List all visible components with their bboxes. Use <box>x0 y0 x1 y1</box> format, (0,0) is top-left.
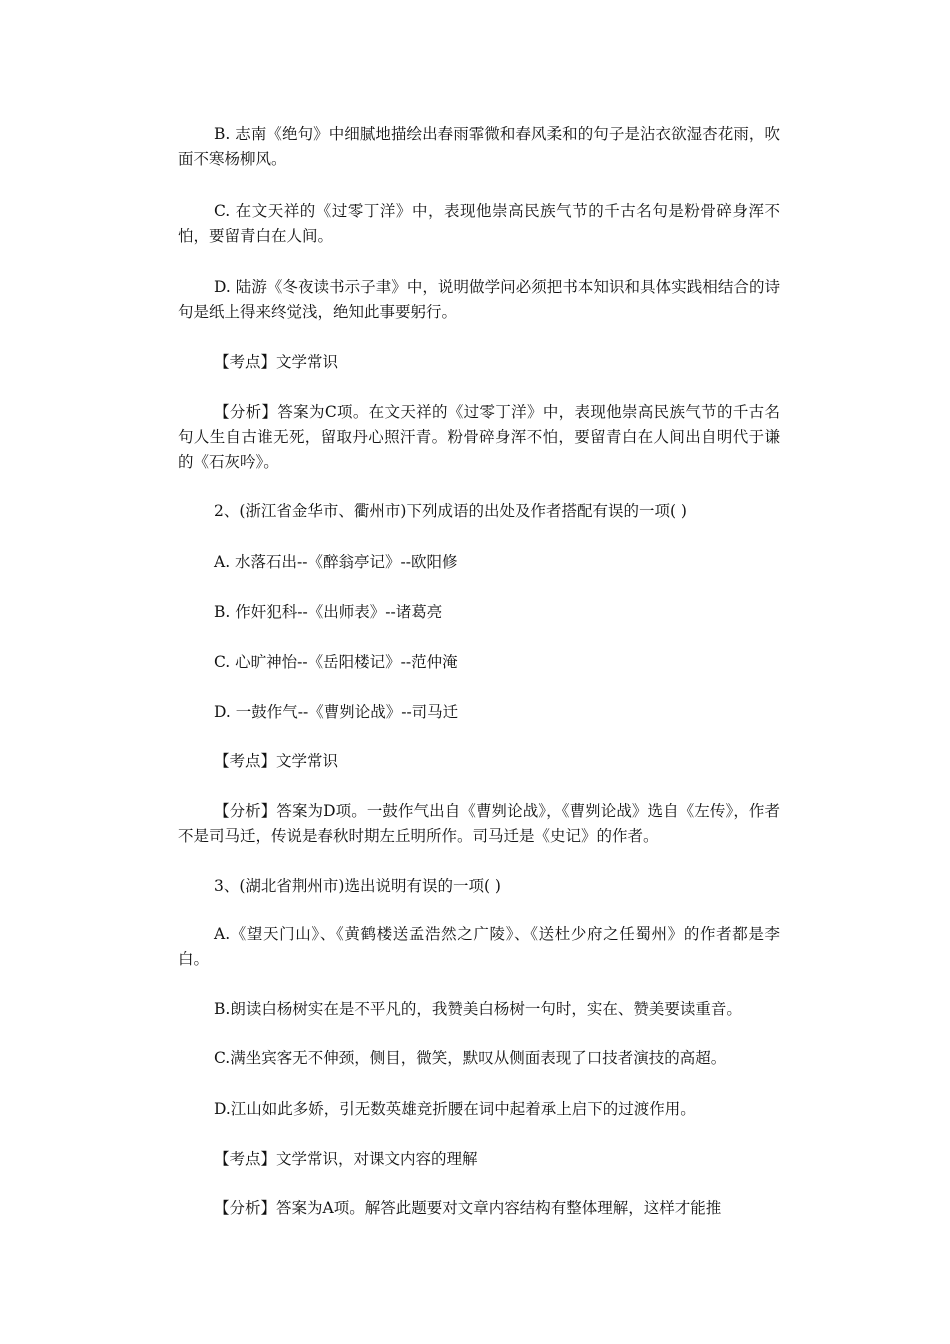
q2-option-b: B. 作奸犯科--《出师表》--诸葛亮 <box>214 603 443 621</box>
q2-option-c: C. 心旷神怡--《岳阳楼记》--范仲淹 <box>214 653 458 671</box>
q1-fenxi: 【分析】答案为C项。在文天祥的《过零丁洋》中，表现他崇高民族气节的千古名句人生自古谁无死，留取丹心照汗青。粉骨碎身浑不怕，要留青白在人间出自明代于谦的《石灰吟》。 <box>178 403 780 471</box>
q2-option-a: A. 水落石出--《醉翁亭记》--欧阳修 <box>214 553 458 571</box>
q3-kaodian: 【考点】文学常识，对课文内容的理解 <box>214 1150 478 1168</box>
q3-stem: 3、(湖北省荆州市)选出说明有误的一项( ) <box>214 877 501 895</box>
q3-option-d: D.江山如此多娇，引无数英雄竞折腰在词中起着承上启下的过渡作用。 <box>214 1100 696 1118</box>
q1-kaodian: 【考点】文学常识 <box>214 353 339 371</box>
q2-option-d: D. 一鼓作气--《曹刿论战》--司马迁 <box>214 703 459 721</box>
q3-option-b: B.朗读白杨树实在是不平凡的，我赞美白杨树一句时，实在、赞美要读重音。 <box>214 1000 742 1018</box>
q1-option-c: C. 在文天祥的《过零丁洋》中，表现他崇高民族气节的千古名句是粉骨碎身浑不怕，要留青白在人间。 <box>178 202 780 245</box>
q3-option-a: A.《望天门山》、《黄鹤楼送孟浩然之广陵》、《送杜少府之任蜀州》的作者都是李白。 <box>178 925 780 968</box>
q2-kaodian: 【考点】文学常识 <box>214 752 339 770</box>
q3-fenxi: 【分析】答案为A项。解答此题要对文章内容结构有整体理解，这样才能推 <box>214 1199 722 1217</box>
q2-fenxi: 【分析】答案为D项。一鼓作气出自《曹刿论战》，《曹刿论战》选自《左传》，作者不是司马迁，传说是春秋时期左丘明所作。司马迁是《史记》的作者。 <box>178 802 780 845</box>
q1-option-b: B. 志南《绝句》中细腻地描绘出春雨霏微和春风柔和的句子是沾衣欲湿杏花雨，吹面不寒杨柳风。 <box>178 125 780 168</box>
q3-option-c: C.满坐宾客无不伸颈，侧目，微笑，默叹从侧面表现了口技者演技的高超。 <box>214 1049 727 1067</box>
q2-stem: 2、(浙江省金华市、衢州市)下列成语的出处及作者搭配有误的一项( ) <box>214 502 687 520</box>
q1-option-d: D. 陆游《冬夜读书示子聿》中，说明做学问必须把书本知识和具体实践相结合的诗句是纸上得来终觉浅，绝知此事要躬行。 <box>178 278 780 321</box>
